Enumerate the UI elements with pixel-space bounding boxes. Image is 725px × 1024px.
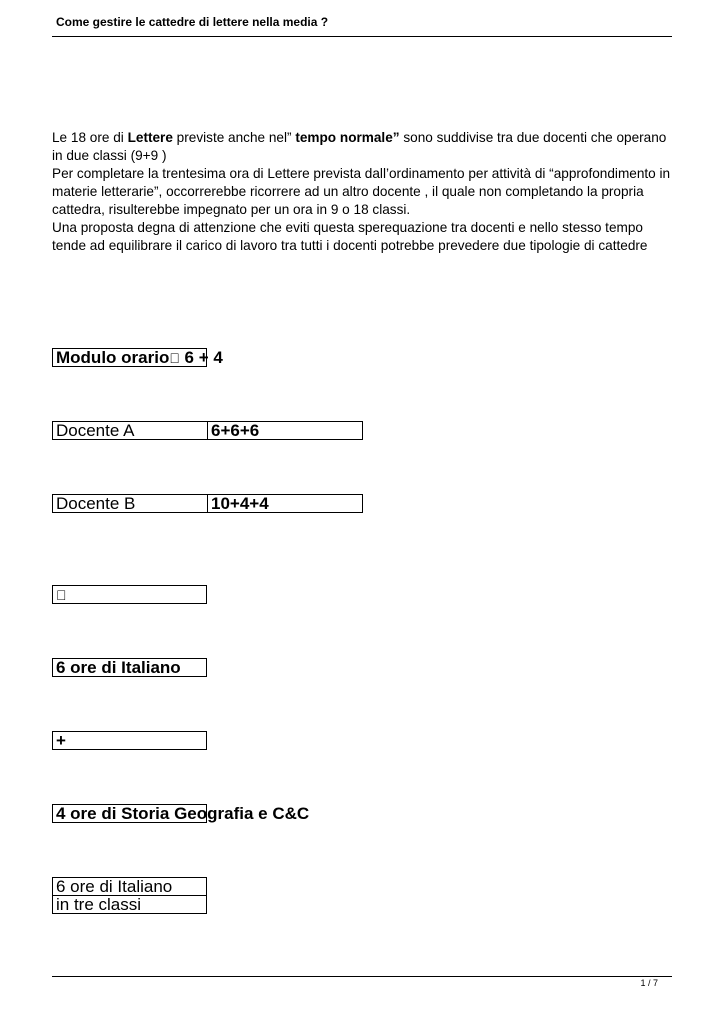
missing-glyph-icon: [56, 587, 67, 603]
intro-paragraph-1: [52, 129, 672, 165]
intro-paragraph-2: Per completare la trentesima ora di Lettere prevista dall’ordinamento per attività di “approfondimento in materie letterarie”, occorrerebbe ricorrere ad un altro docente , il quale non completando la propria cattedra, risulterebbe impegnato per un ora in 9 o 18 classi.: [52, 166, 671, 217]
intro-p1-bold1: Lettere: [127, 130, 173, 145]
modulo-orario-box: [52, 348, 212, 367]
modulo-label: Modulo orario: [56, 348, 170, 367]
intro-p1-pre: Le 18 ore di: [52, 130, 128, 145]
storia-box: 4 ore di Storia Geografia e C&C: [52, 804, 207, 823]
intro-text: [52, 129, 672, 255]
classi-box-line2: in tre classi: [52, 895, 207, 914]
intro-p1-post: sono suddivise tra due docenti che operano in due classi (9+9 ): [52, 130, 667, 163]
modulo-value: 6 + 4: [173, 348, 212, 367]
classi-box-line1: 6 ore di Italiano: [52, 877, 207, 896]
docente-b-value: 10+4+4: [207, 494, 363, 513]
docente-b-name: Docente B: [52, 494, 208, 513]
docente-a-row: [52, 421, 363, 440]
docente-b-row: [52, 494, 363, 513]
header-rule: [52, 36, 672, 37]
page-header-title: Come gestire le cattedre di lettere nella media ?: [56, 15, 329, 29]
italiano-box: 6 ore di Italiano: [52, 658, 207, 677]
page-number: 1 / 7: [640, 978, 658, 988]
intro-p1-bold2: tempo normale”: [295, 130, 400, 145]
docente-a-name: Docente A: [52, 421, 208, 440]
intro-p1-mid: previste anche nel”: [172, 130, 296, 145]
intro-paragraph-3: Una proposta degna di attenzione che eviti questa sperequazione tra docenti e nello stesso tempo tende ad equilibrare il carico di lavoro tra tutti i docenti potrebbe prevedere due tipologie di cattedre: [52, 220, 648, 253]
glyph-box: [52, 585, 207, 604]
footer-rule: [52, 976, 672, 977]
missing-glyph-icon: [169, 350, 174, 366]
plus-box: +: [52, 731, 207, 750]
docente-a-value: 6+6+6: [207, 421, 363, 440]
